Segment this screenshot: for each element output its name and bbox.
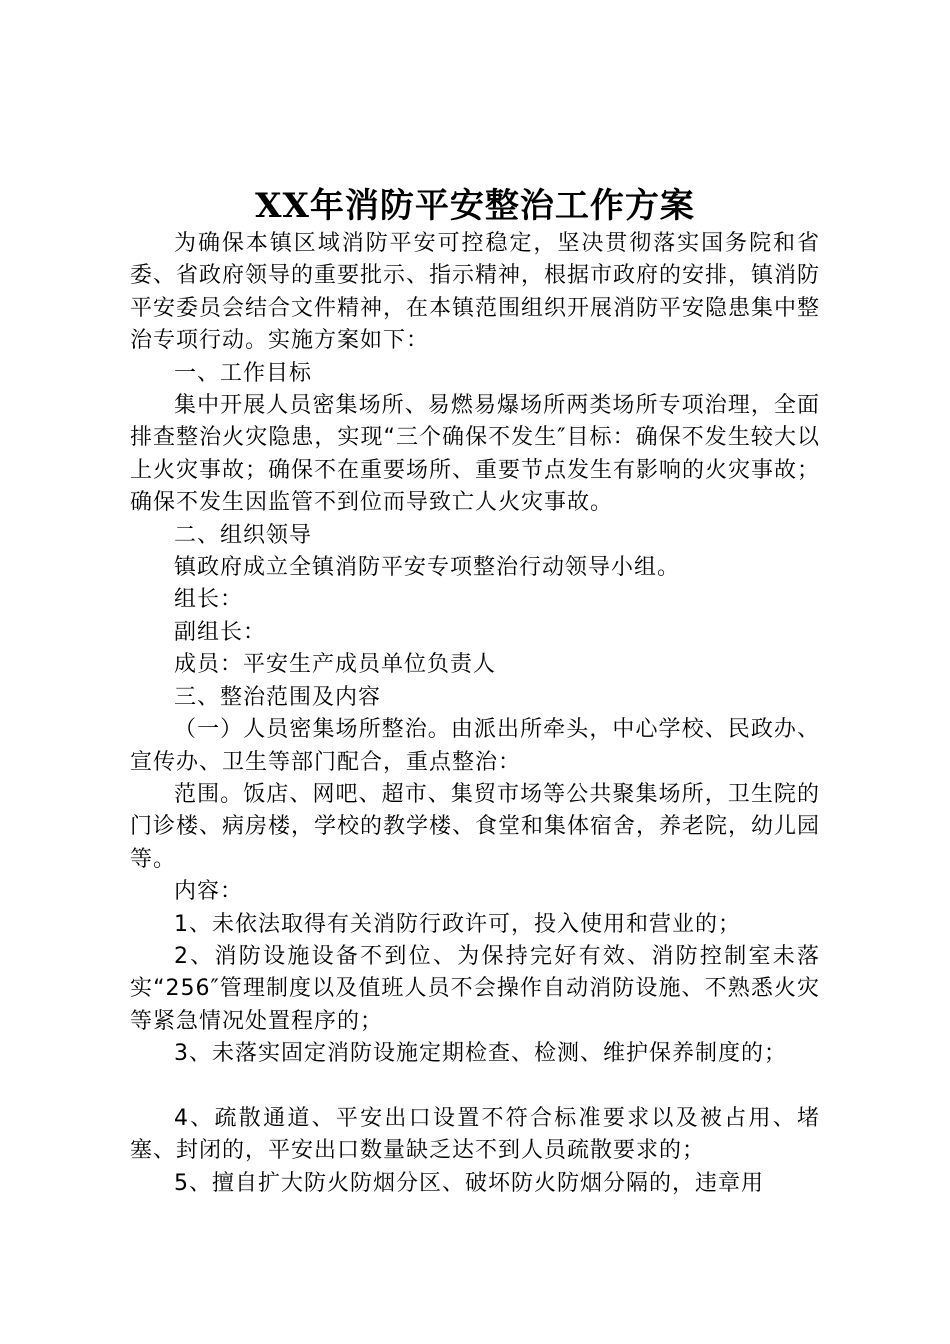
list-item: 1、未依法取得有关消防行政许可，投入使用和营业的； — [174, 911, 741, 937]
organization-paragraph: 镇政府成立全镇消防平安专项整治行动领导小组。 — [174, 555, 681, 581]
scope-paragraph: 范围。饭店、网吧、超市、集贸市场等公共聚集场所，卫生院的门诊楼、病房楼，学校的教学楼、食堂和集体宿舍，养老院，幼儿园等。 — [130, 781, 821, 872]
subsection-crowded-places: （一）人员密集场所整治。由派出所牵头，中心学校、民政办、宣传办、卫生等部门配合，重点整治： — [130, 717, 820, 775]
team-leader-line: 组长： — [174, 587, 244, 613]
deputy-leader-line: 副组长： — [174, 619, 267, 645]
section-heading-goals: 一、工作目标 — [174, 360, 313, 386]
content-heading: 内容： — [174, 879, 244, 905]
list-item: 2、消防设施设备不到位、为保持完好有效、消防控制室未落实“256″管理制度以及值班人员不会操作自动消防设施、不熟悉火灾等紧急情况处置程序的； — [130, 943, 820, 1034]
document-title: XX年消防平安整治工作方案 — [255, 186, 695, 226]
document-body — [130, 228, 820, 1200]
goals-paragraph: 集中开展人员密集场所、易燃易爆场所两类场所专项治理，全面排查整治火灾隐患，实现“三个确保不发生″目标：确保不发生较大以上火灾事故；确保不在重要场所、重要节点发生有影响的火灾事故；确保不发生因监管不到位而导致亡人火灾事故。 — [130, 393, 821, 516]
list-item: 4、疏散通道、平安出口设置不符合标准要求以及被占用、堵塞、封闭的，平安出口数量缺乏达不到人员疏散要求的； — [130, 1105, 820, 1164]
intro-paragraph: 为确保本镇区域消防平安可控稳定，坚决贯彻落实国务院和省委、省政府领导的重要批示、指示精神，根据市政府的安排，镇消防平安委员会结合文件精神，在本镇范围组织开展消防平安隐患集中整治专项行动。实施方案如下： — [130, 231, 821, 354]
list-item: 3、未落实固定消防设施定期检查、检测、维护保养制度的； — [174, 1041, 787, 1067]
blank-line — [130, 1071, 820, 1103]
list-item: 5、擅自扩大防火防烟分区、破坏防火防烟分隔的，违章用 — [174, 1170, 764, 1196]
section-heading-scope: 三、整治范围及内容 — [174, 684, 382, 710]
members-line: 成员：平安生产成员单位负责人 — [174, 652, 497, 678]
section-heading-organization: 二、组织领导 — [174, 522, 313, 548]
